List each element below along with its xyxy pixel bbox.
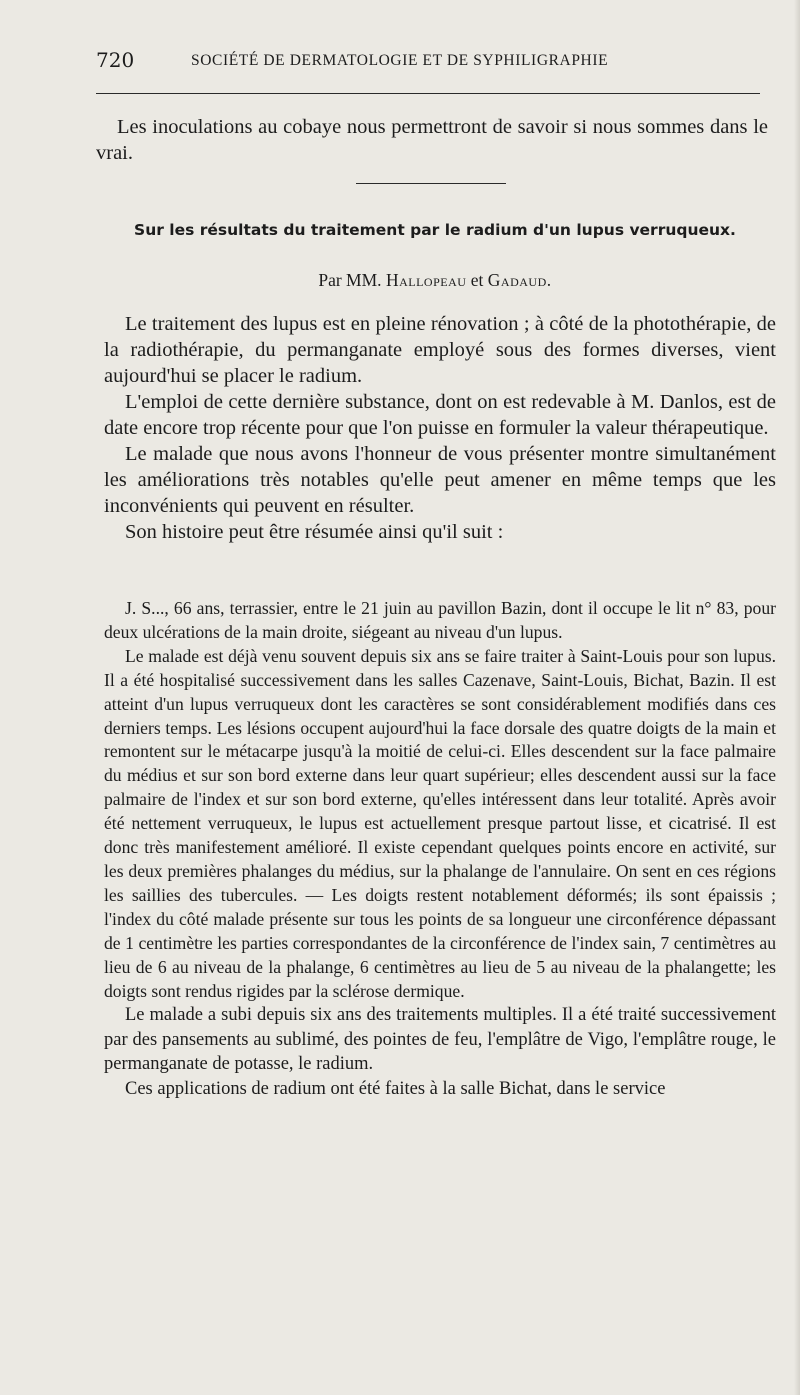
page-edge-shadow — [794, 0, 800, 1395]
body-paragraph: Le traitement des lupus est en pleine rénovation ; à côté de la photothérapie, de la radiothérapie, du permanganate employé sous des formes diverses, vient aujourd'hui se placer le radium. — [104, 313, 776, 387]
body-paragraph: Le malade que nous avons l'honneur de vous présenter montre simultanément les améliorations très notables qu'elle peut amener en même temps que les inconvénients qui peuvent en résulter. — [104, 443, 776, 517]
running-head: SOCIÉTÉ DE DERMATOLOGIE ET DE SYPHILIGRAPHIE — [191, 52, 609, 69]
article-intro-body — [104, 311, 776, 545]
page-number: 720 — [96, 48, 135, 72]
header-rule — [96, 93, 760, 94]
case-paragraph: Le malade est déjà venu souvent depuis six ans se faire traiter à Saint-Louis pour son lupus. Il a été hospitalisé successivement dans les salles Cazenave, Saint-Louis, Bichat, Bazin. Il est atteint d'un lupus verruqueux dont les caractères se sont considérablement modifiés dans ces derniers temps. Les lésions occupent aujourd'hui la face dorsale des quatre doigts de la main et remontent sur le métacarpe jusqu'à la moitié de celui-ci. Elles descendent sur la face palmaire du médius et sur son bord externe dans leur quart supérieur; elles descendent aussi sur la face palmaire de l'index et sur son bord externe, qu'elles intéressent dans leur totalité. Après avoir été nettement verruqueux, le lupus est actuellement presque partout lisse, et cicatrisé. Il est donc très manifestement amélioré. Il existe cependant quelques points encore en activité, sur les deux premières phalanges du médius, sur la phalange de l'annulaire. On sent en ces régions les saillies des tubercules. — Les doigts restent notablement déformés; ils sont épaissis ; l'index du côté malade présente sur tous les points de sa longueur une circonférence dépassant de 1 centimètre les parties correspondantes de la circonférence de l'index sain, 7 centimètres au lieu de 6 au niveau de la phalange, 6 centimètres au lieu de 5 au niveau de la phalangette; les doigts sont rendus rigides par la sclérose dermique. — [104, 645, 776, 1001]
case-paragraph: Le malade a subi depuis six ans des traitements multiples. Il a été traité successivement par des pansements au sublimé, des pointes de feu, l'emplâtre de Vigo, l'emplâtre rouge, le permanganate de potasse, le radium. — [104, 1005, 776, 1075]
case-paragraph: J. S..., 66 ans, terrassier, entre le 21 juin au pavillon Bazin, dont il occupe le lit n° 83, pour deux ulcérations de la main droite, siégeant au niveau d'un lupus. — [104, 598, 776, 642]
intro-paragraph: Les inoculations au cobaye nous permettront de savoir si nous sommes dans le vrai. — [96, 116, 768, 164]
author-gadaud: Gadaud. — [487, 270, 552, 290]
page-header — [96, 48, 760, 78]
byline-prefix: Par MM. — [318, 270, 382, 290]
author-hallopeau: Hallopeau — [385, 270, 467, 290]
article-title: Sur les résultats du traitement par le radium d'un lupus verruqueux. — [134, 221, 736, 239]
body-paragraph: L'emploi de cette dernière substance, dont on est redevable à M. Danlos, est de date encore trop récente pour que l'on puisse en formuler la valeur thérapeutique. — [104, 391, 776, 439]
case-paragraph: Ces applications de radium ont été faites à la salle Bichat, dans le service — [125, 1078, 666, 1099]
body-paragraph: Son histoire peut être résumée ainsi qu'il suit : — [125, 521, 504, 543]
section-divider — [356, 183, 506, 184]
byline-joiner: et — [470, 270, 484, 290]
case-report — [104, 597, 776, 1101]
article-byline — [200, 270, 670, 291]
